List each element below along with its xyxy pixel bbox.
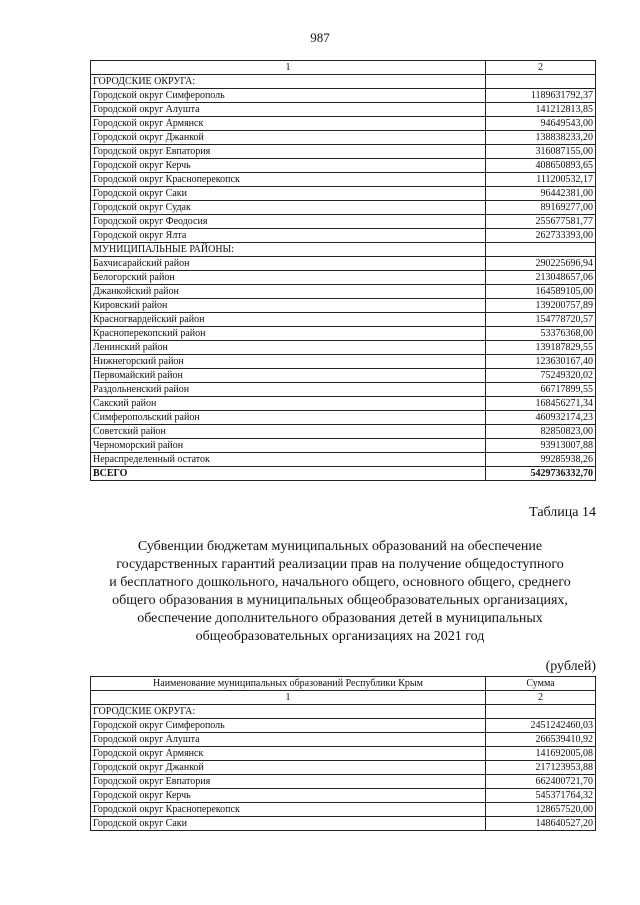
table-row [91,383,596,397]
row-name: ГОРОДСКИЕ ОКРУГА: [91,75,486,89]
row-value: 141212813,85 [486,103,596,117]
table-title [60,538,620,646]
row-name: Городской округ Симферополь [91,89,486,103]
total-value: 5429736332,70 [486,467,596,481]
table-row [91,411,596,425]
table-row [91,285,596,299]
row-name: Бахчисарайский район [91,257,486,271]
row-value: 89169277,00 [486,201,596,215]
row-value: 75249320,02 [486,369,596,383]
table-title-line: Субвенции бюджетам муниципальных образований на обеспечение [137,539,543,554]
row-name: Городской округ Саки [91,817,486,831]
row-value [486,705,596,719]
row-name: Советский район [91,425,486,439]
row-name: МУНИЦИПАЛЬНЫЕ РАЙОНЫ: [91,243,486,257]
table-row [91,327,596,341]
budget-table-continued [90,60,596,481]
row-value: 266539410,92 [486,733,596,747]
row-name: Городской округ Джанкой [91,761,486,775]
column-number-2: 2 [486,61,596,75]
row-value: 255677581,77 [486,215,596,229]
table-row [91,719,596,733]
row-value: 139187829,55 [486,341,596,355]
row-value: 111200532,17 [486,173,596,187]
table-row [91,425,596,439]
row-value: 93913007,88 [486,439,596,453]
row-value: 168456271,34 [486,397,596,411]
table-row [91,187,596,201]
row-name: Городской округ Евпатория [91,775,486,789]
table-title-line: общего образования в муниципальных общеобразовательных организациях, [112,593,568,608]
row-name: Городской округ Симферополь [91,719,486,733]
units-label: (рублей) [545,659,596,674]
table-row [91,201,596,215]
total-row [91,467,596,481]
table-row [91,817,596,831]
table-row [91,313,596,327]
table-row [91,75,596,89]
page-number: 987 [310,30,330,45]
row-value: 94649543,00 [486,117,596,131]
row-name: Симферопольский район [91,411,486,425]
row-value [486,75,596,89]
row-value: 316087155,00 [486,145,596,159]
table-row [91,271,596,285]
table-row [91,215,596,229]
row-value: 99285938,26 [486,453,596,467]
table-row [91,355,596,369]
row-name: ГОРОДСКИЕ ОКРУГА: [91,705,486,719]
row-name: Городской округ Саки [91,187,486,201]
table-row [91,775,596,789]
row-value: 128657520,00 [486,803,596,817]
table-row [91,439,596,453]
column-number-1: 1 [91,691,486,705]
table-row [91,789,596,803]
table-row [91,705,596,719]
table-row [91,229,596,243]
table-title-line: общеобразовательных организациях на 2021 год [195,629,485,644]
table-label: Таблица 14 [529,505,596,520]
row-name: Джанкойский район [91,285,486,299]
table-row [91,89,596,103]
table-row [91,173,596,187]
row-name: Черноморский район [91,439,486,453]
column-number-2: 2 [486,691,596,705]
table-row [91,369,596,383]
table-title-line: и бесплатного дошкольного, начального общего, основного общего, среднего [109,575,571,590]
row-name: Городской округ Алушта [91,103,486,117]
table-row [91,131,596,145]
table-row [91,145,596,159]
row-value: 545371764,32 [486,789,596,803]
row-value: 213048657,06 [486,271,596,285]
row-value: 53376368,00 [486,327,596,341]
row-name: Городской округ Армянск [91,117,486,131]
column-number-row [91,61,596,75]
table-row [91,733,596,747]
row-name: Городской округ Красноперекопск [91,803,486,817]
row-value: 123630167,40 [486,355,596,369]
row-name: Красноперекопский район [91,327,486,341]
table-row [91,257,596,271]
row-name: Нераспределенный остаток [91,453,486,467]
row-value: 262733393,00 [486,229,596,243]
row-value: 460932174,23 [486,411,596,425]
table-row [91,397,596,411]
row-name: Городской округ Керчь [91,789,486,803]
row-value: 82850823,00 [486,425,596,439]
table-row [91,747,596,761]
row-value: 408650893,65 [486,159,596,173]
row-value: 217123953,88 [486,761,596,775]
table-row [91,117,596,131]
column-number-1: 1 [91,61,486,75]
table-row [91,299,596,313]
header-row [91,677,596,691]
header-name: Наименование муниципальных образований Республики Крым [91,677,486,691]
row-name: Красногвардейский район [91,313,486,327]
row-name: Нижнегорский район [91,355,486,369]
row-name: Городской округ Керчь [91,159,486,173]
row-name: Белогорский район [91,271,486,285]
row-value: 290225696,94 [486,257,596,271]
row-name: Городской округ Ялта [91,229,486,243]
header-sum: Сумма [486,677,596,691]
total-label: ВСЕГО [91,467,486,481]
table-row [91,159,596,173]
row-value: 662400721,70 [486,775,596,789]
row-value: 141692005,08 [486,747,596,761]
table-row [91,243,596,257]
row-value: 1189631792,37 [486,89,596,103]
row-value: 164589105,00 [486,285,596,299]
subvention-table [90,676,596,831]
row-name: Городской округ Армянск [91,747,486,761]
row-value: 154778720,57 [486,313,596,327]
row-name: Кировский район [91,299,486,313]
row-value: 148640527,20 [486,817,596,831]
row-name: Городской округ Евпатория [91,145,486,159]
table-title-line: государственных гарантий реализации прав на получение общедоступного [116,557,564,572]
column-number-row [91,691,596,705]
table-row [91,761,596,775]
table-row [91,803,596,817]
table-row [91,103,596,117]
row-name: Раздольненский район [91,383,486,397]
row-value: 2451242460,03 [486,719,596,733]
row-value: 139200757,89 [486,299,596,313]
row-name: Сакский район [91,397,486,411]
row-name: Ленинский район [91,341,486,355]
row-value: 138838233,20 [486,131,596,145]
row-name: Городской округ Алушта [91,733,486,747]
table-row [91,453,596,467]
row-name: Первомайский район [91,369,486,383]
table-title-line: обеспечение дополнительного образования детей в муниципальных [137,611,543,626]
row-value: 66717899,55 [486,383,596,397]
row-name: Городской округ Судак [91,201,486,215]
row-name: Городской округ Красноперекопск [91,173,486,187]
table-row [91,341,596,355]
row-name: Городской округ Феодосия [91,215,486,229]
row-value [486,243,596,257]
row-name: Городской округ Джанкой [91,131,486,145]
row-value: 96442381,00 [486,187,596,201]
